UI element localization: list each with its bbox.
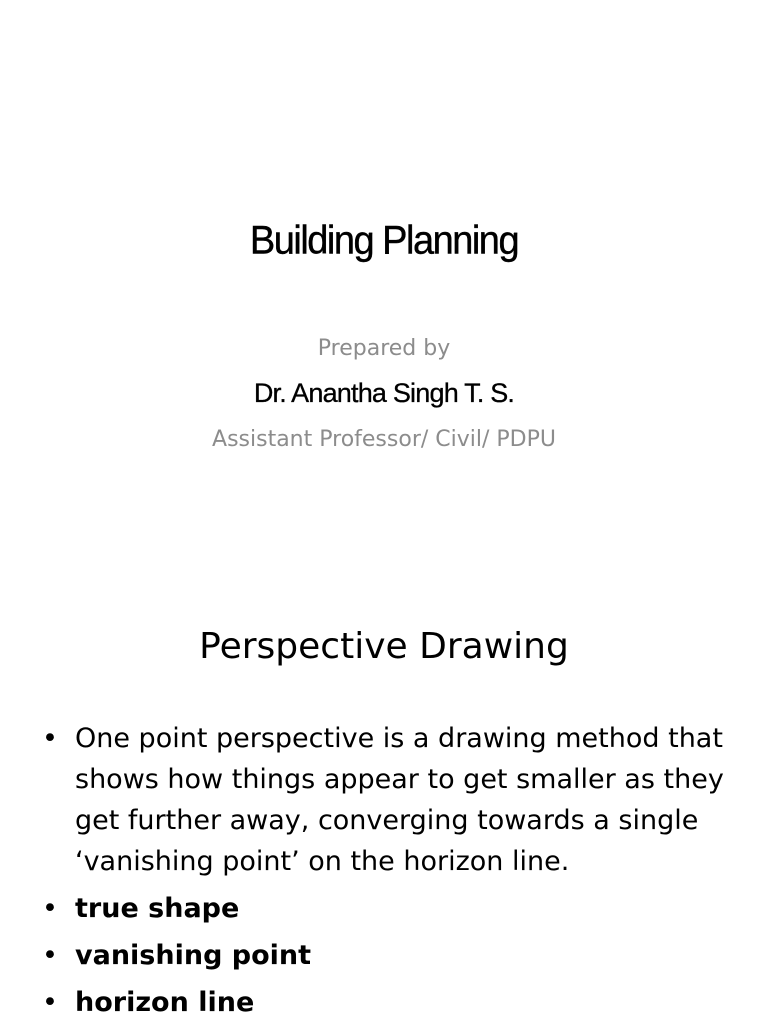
- prepared-by-label: Prepared by: [317, 336, 451, 361]
- author-name: Dr. Anantha Singh T. S.: [253, 378, 515, 408]
- bullet-text: One point perspective is a drawing method that shows how things appear to get smaller as they get further away, converging towards a single ‘vanishing point’ on the horizon line.: [75, 723, 724, 877]
- bullet-item: [38, 888, 738, 929]
- bullet-item: [38, 982, 738, 1023]
- bullet-item: [38, 718, 738, 882]
- bullet-icon: •: [42, 940, 58, 971]
- bullet-item: [38, 935, 738, 976]
- slide-heading: Perspective Drawing: [199, 626, 569, 667]
- author-affiliation: Assistant Professor/ Civil/ PDPU: [212, 427, 556, 452]
- bullet-icon: •: [42, 723, 58, 754]
- slide-title: Building Planning: [249, 218, 519, 264]
- bullet-list: [38, 718, 738, 1029]
- bullet-text: horizon line: [75, 987, 255, 1018]
- bullet-icon: •: [42, 893, 58, 924]
- bullet-text: true shape: [75, 893, 240, 924]
- bullet-icon: •: [42, 987, 58, 1018]
- content-slide: [0, 576, 768, 1024]
- bullet-text: vanishing point: [75, 940, 312, 971]
